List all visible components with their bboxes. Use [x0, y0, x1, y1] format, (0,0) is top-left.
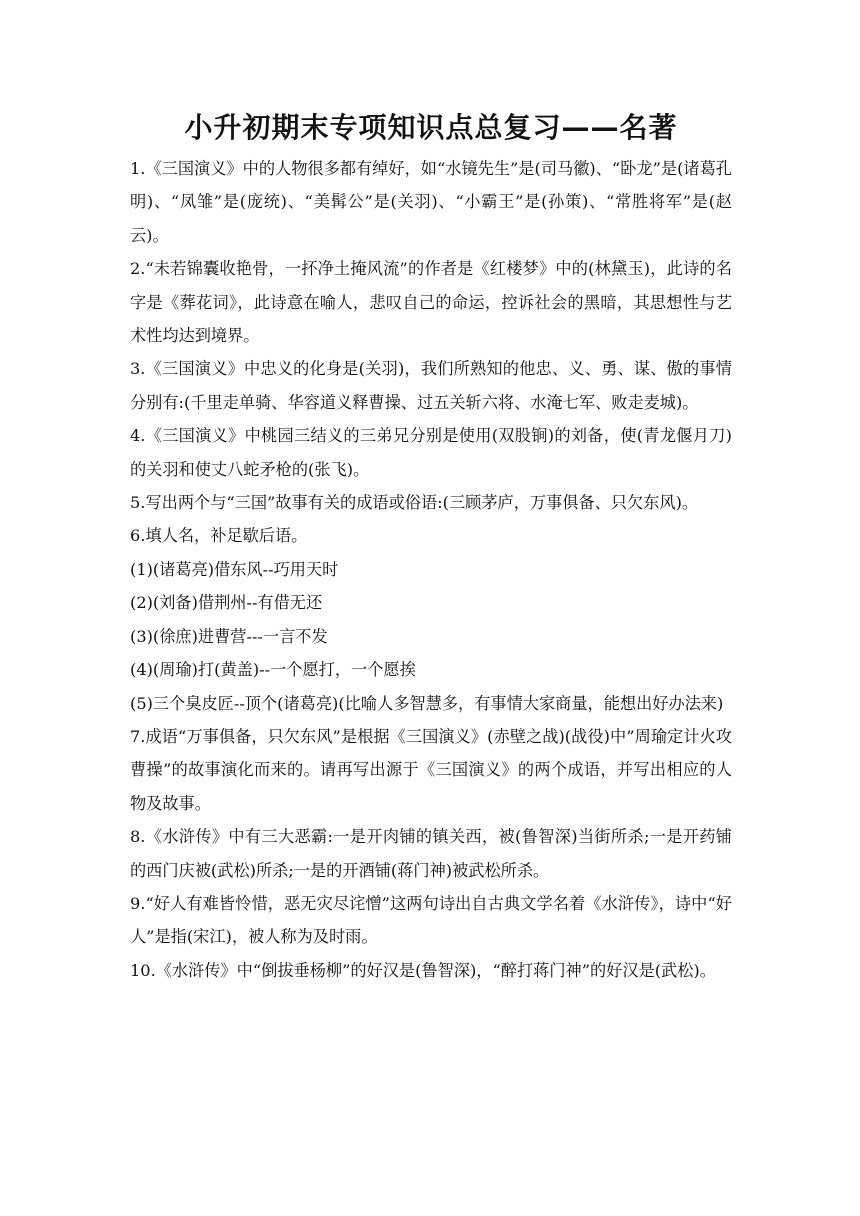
- document-title: 小升初期末专项知识点总复习——名著: [184, 111, 678, 144]
- paragraph-2: 2.“未若锦囊收艳骨，一抔净土掩风流”的作者是《红楼梦》中的(林黛玉)，此诗的名字是《葬花词》，此诗意在喻人，悲叹自己的命运，控诉社会的黑暗，其思想性与艺术性均达到境界。: [130, 259, 732, 346]
- paragraph-4: 4.《三国演义》中桃园三结义的三弟兄分别是使用(双股锏)的刘备，使(青龙偃月刀)的关羽和使丈八蛇矛枪的(张飞)。: [130, 426, 732, 479]
- paragraph-7: 7.成语“万事俱备，只欠东风”是根据《三国演义》(赤壁之战)(战役)中”周瑜定计火攻曹操”的故事演化而来的。请再写出源于《三国演义》的两个成语，并写出相应的人物及故事。: [130, 726, 732, 813]
- document-body: [130, 152, 732, 987]
- paragraph-10: 10.《水浒传》中“倒拔垂杨柳”的好汉是(鲁智深)，“醉打蒋门神”的好汉是(武松)。: [130, 960, 716, 980]
- sub-item-5: (5)三个臭皮匠--顶个(诸葛亮)(比喻人多智慧多，有事情大家商量，能想出好办法来): [130, 693, 724, 713]
- paragraph-9: 9.“好人有难皆怜惜，恶无灾尽诧憎”这两句诗出自古典文学名着《水浒传》，诗中“好人”是指(宋江)，被人称为及时雨。: [130, 893, 732, 947]
- paragraph-1: 1.《三国演义》中的人物很多都有绰好，如“水镜先生”是(司马徽)、“卧龙”是(诸葛孔明)、“凤雏”是(庞统)、“美髯公”是(关羽)、“小霸王”是(孙策)、“常胜将军”是(赵云)。: [130, 159, 732, 245]
- sub-item-4: (4)(周瑜)打(黄盖)--一个愿打，一个愿挨: [130, 660, 416, 680]
- paragraph-5: 5.写出两个与“三国”故事有关的成语或俗语:(三顾茅庐，万事俱备、只欠东风)。: [130, 493, 699, 513]
- sub-item-1: (1)(诸葛亮)借东风--巧用天时: [130, 559, 339, 579]
- sub-item-3: (3)(徐庶)进曹营---一言不发: [130, 626, 328, 646]
- paragraph-3: 3.《三国演义》中忠义的化身是(关羽)，我们所熟知的他忠、义、勇、谋、傲的事情分别有:(千里走单骑、华容道义释曹操、过五关斩六将、水淹七军、败走麦城)。: [130, 359, 732, 412]
- sub-item-2: (2)(刘备)借荆州--有借无还: [130, 593, 323, 613]
- paragraph-6: 6.填人名，补足歇后语。: [130, 526, 308, 546]
- paragraph-8: 8.《水浒传》中有三大恶霸:一是开肉铺的镇关西，被(鲁智深)当街所杀;一是开药铺的西门庆被(武松)所杀;一是的开酒铺(蒋门神)被武松所杀。: [130, 827, 732, 880]
